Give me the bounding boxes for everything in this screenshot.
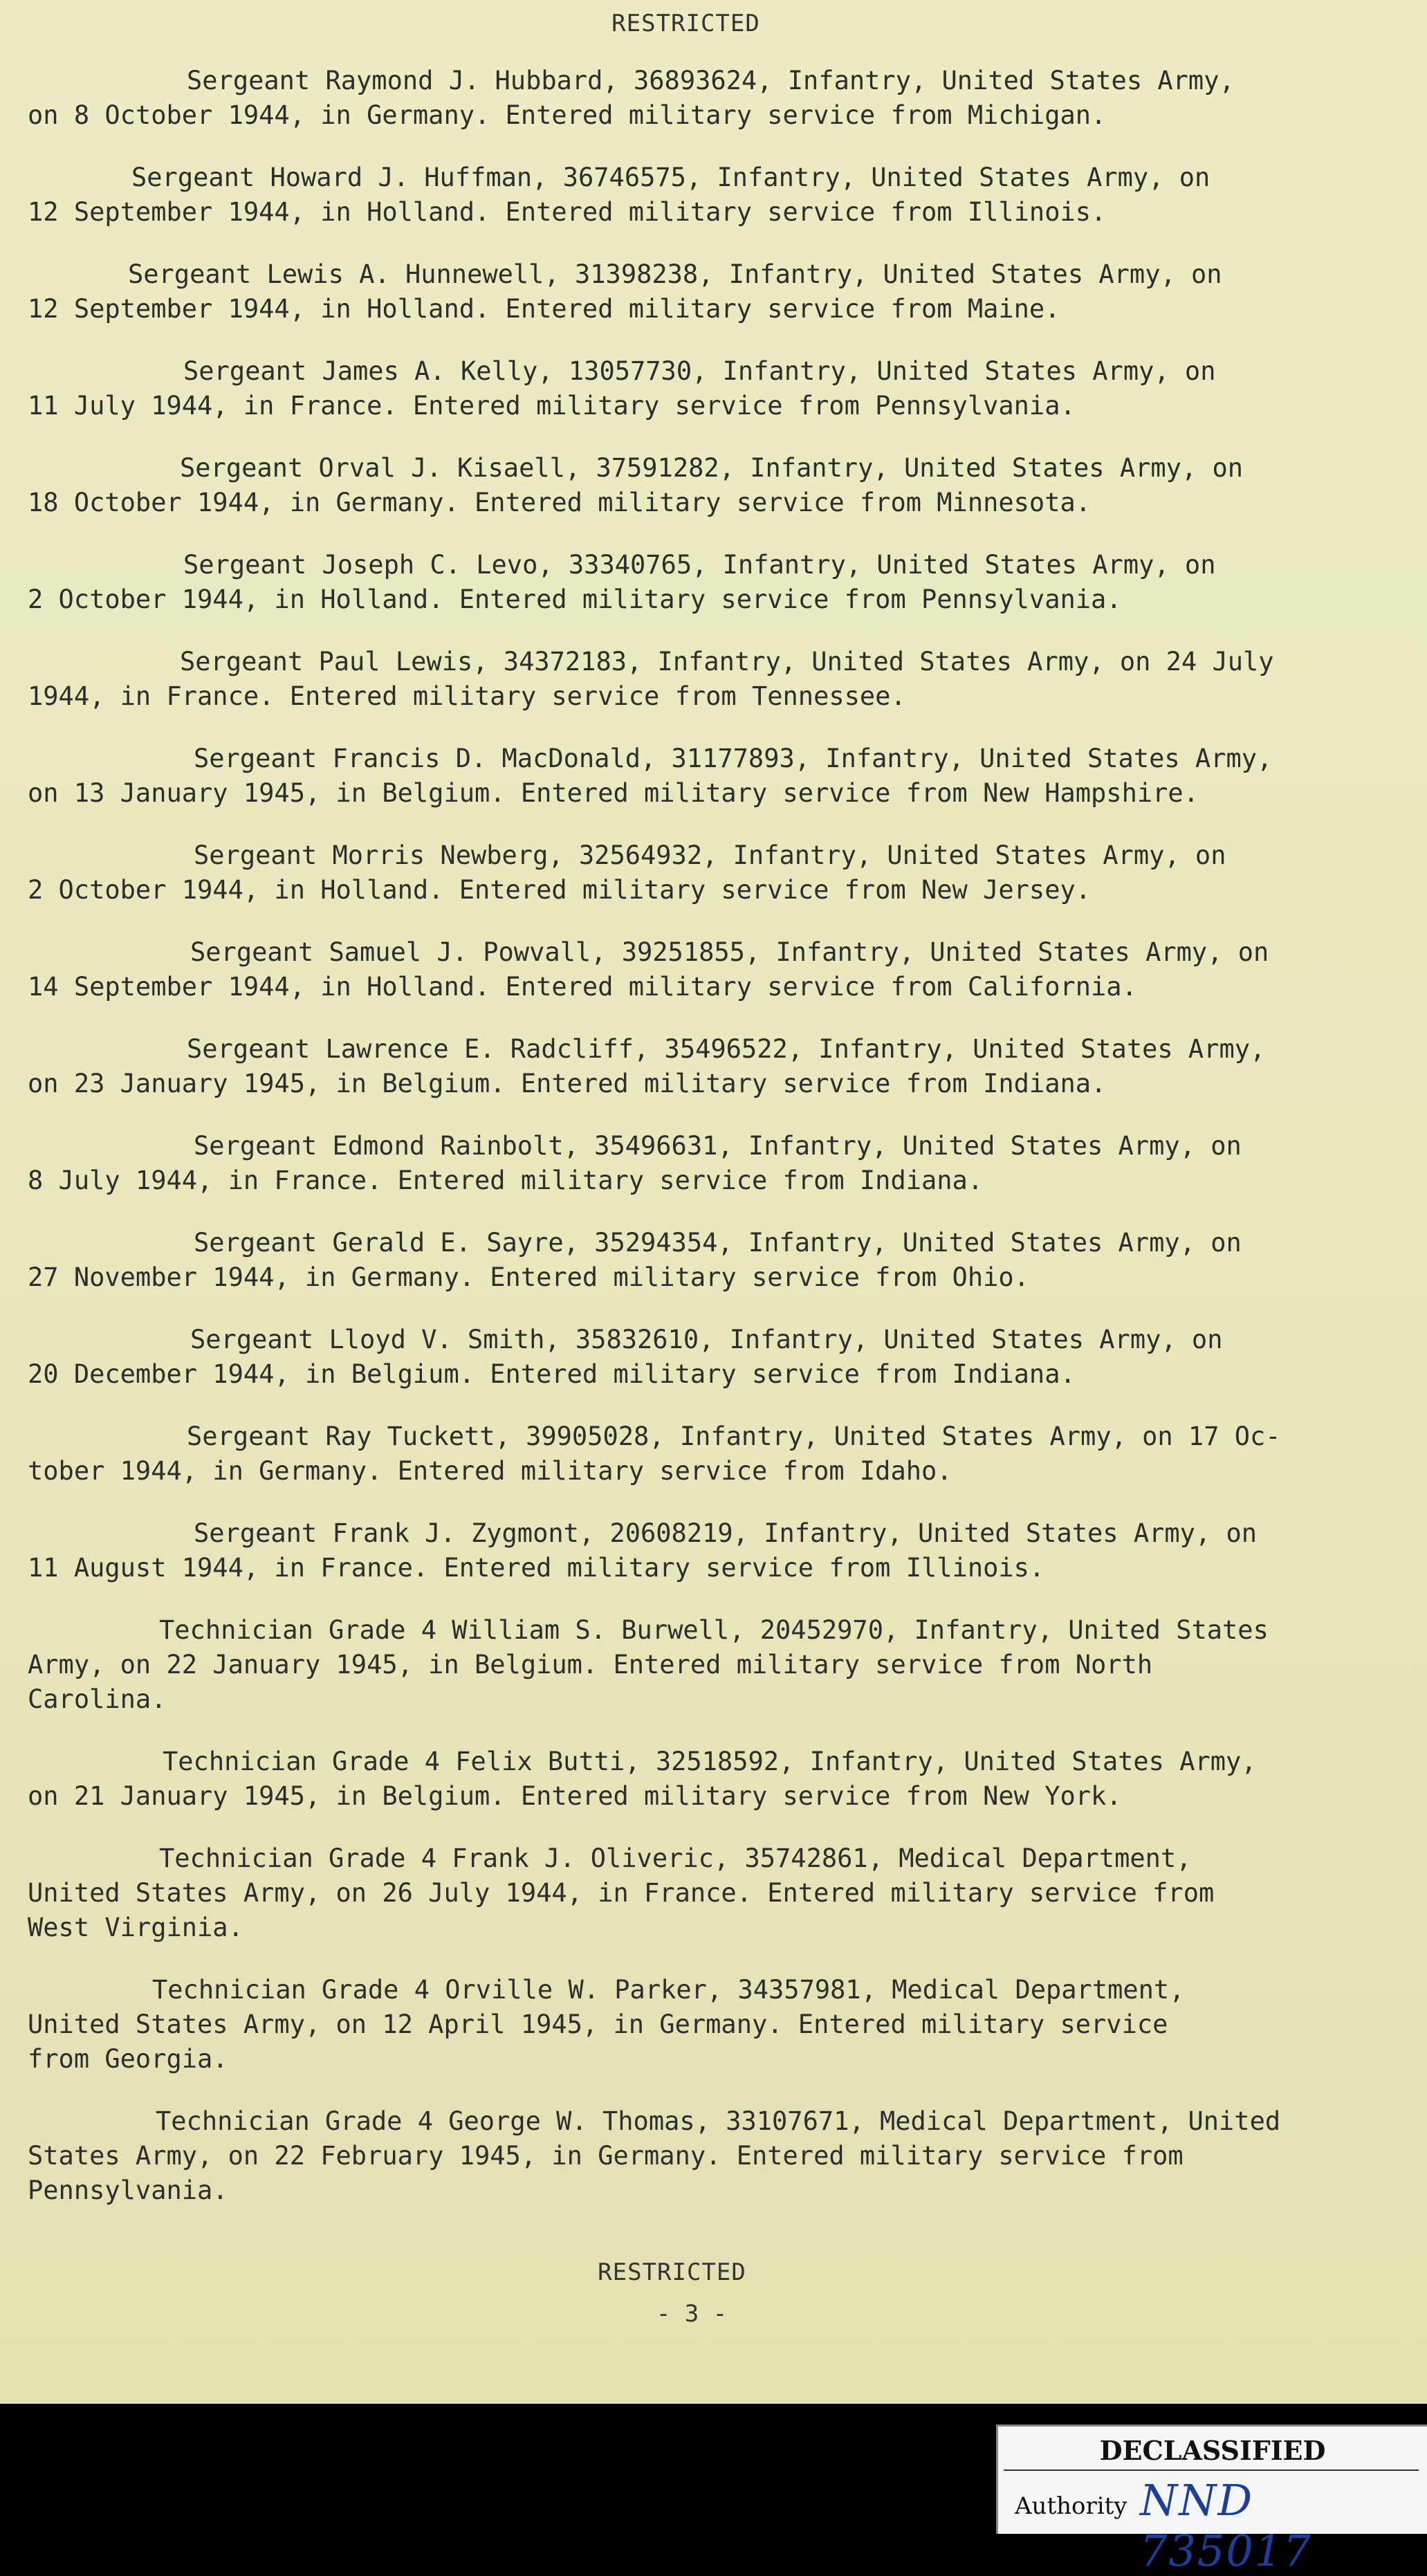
entry-line-3: West Virginia.: [28, 1913, 243, 1942]
entry-line-1: Sergeant Edmond Rainbolt, 35496631, Infantry, United States Army, on: [194, 1131, 1242, 1161]
footer-classification-marking: RESTRICTED: [598, 2258, 746, 2286]
casualty-entry: [28, 1226, 1404, 1295]
entry-line-1: Technician Grade 4 George W. Thomas, 33107671, Medical Department, United: [156, 2106, 1281, 2136]
casualty-entry: [28, 1129, 1404, 1198]
entry-line-2: Army, on 22 January 1945, in Belgium. Entered military service from North: [28, 1650, 1153, 1680]
stamp-divider: [1004, 2469, 1419, 2471]
casualty-entry: [28, 160, 1404, 230]
casualty-entries-list: [28, 64, 1404, 2236]
entry-line-2: 12 September 1944, in Holland. Entered military service from Maine.: [28, 294, 1060, 324]
entry-line-2: United States Army, on 26 July 1944, in France. Entered military service from: [28, 1878, 1215, 1908]
entry-line-1: Sergeant Francis D. MacDonald, 31177893, Infantry, United States Army,: [194, 744, 1273, 773]
entry-line-2: 27 November 1944, in Germany. Entered military service from Ohio.: [28, 1262, 1029, 1292]
stamp-authority-value: NND 735017: [1140, 2475, 1312, 2576]
entry-line-3: Carolina.: [28, 1684, 167, 1714]
stamp-title: DECLASSIFIED: [1099, 2435, 1326, 2466]
casualty-entry: [28, 1745, 1404, 1814]
casualty-entry: [28, 838, 1404, 908]
entry-line-1: Sergeant Ray Tuckett, 39905028, Infantry, United States Army, on 17 Oc-: [187, 1422, 1281, 1451]
casualty-entry: [28, 1841, 1404, 1945]
page-number: - 3 -: [656, 2300, 728, 2328]
header-classification-marking: RESTRICTED: [611, 10, 760, 37]
entry-line-1: Sergeant Joseph C. Levo, 33340765, Infantry, United States Army, on: [183, 550, 1216, 580]
entry-line-1: Sergeant Gerald E. Sayre, 35294354, Infantry, United States Army, on: [194, 1228, 1242, 1258]
entry-line-1: Technician Grade 4 Orville W. Parker, 34357981, Medical Department,: [152, 1975, 1185, 2005]
entry-line-2: States Army, on 22 February 1945, in Germany. Entered military service from: [28, 2141, 1184, 2171]
entry-line-2: 8 July 1944, in France. Entered military service from Indiana.: [28, 1166, 984, 1195]
entry-line-2: tober 1944, in Germany. Entered military service from Idaho.: [28, 1456, 952, 1486]
entry-line-2: 1944, in France. Entered military service from Tennessee.: [28, 681, 906, 711]
entry-line-2: 2 October 1944, in Holland. Entered military service from Pennsylvania.: [28, 585, 1122, 614]
entry-line-1: Sergeant Frank J. Zygmont, 20608219, Infantry, United States Army, on: [194, 1518, 1258, 1548]
entry-line-2: on 21 January 1945, in Belgium. Entered military service from New York.: [28, 1781, 1122, 1811]
entry-line-2: 18 October 1944, in Germany. Entered military service from Minnesota.: [28, 488, 1092, 517]
entry-line-1: Technician Grade 4 Frank J. Oliveric, 35742861, Medical Department,: [159, 1843, 1192, 1873]
entry-line-2: 11 August 1944, in France. Entered military service from Illinois.: [28, 1553, 1045, 1583]
entry-line-2: 20 December 1944, in Belgium. Entered military service from Indiana.: [28, 1359, 1076, 1389]
entry-line-3: from Georgia.: [28, 2044, 228, 2074]
entry-line-2: United States Army, on 12 April 1945, in Germany. Entered military service: [28, 2009, 1168, 2039]
entry-line-1: Technician Grade 4 William S. Burwell, 20452970, Infantry, United States: [159, 1615, 1269, 1645]
entry-line-2: on 8 October 1944, in Germany. Entered military service from Michigan.: [28, 100, 1107, 130]
entry-line-1: Sergeant Orval J. Kisaell, 37591282, Infantry, United States Army, on: [180, 453, 1244, 483]
casualty-entry: [28, 1419, 1404, 1489]
casualty-entry: [28, 354, 1404, 423]
entry-line-1: Sergeant Lewis A. Hunnewell, 31398238, Infantry, United States Army, on: [128, 259, 1222, 289]
entry-line-1: Sergeant Raymond J. Hubbard, 36893624, Infantry, United States Army,: [187, 66, 1235, 95]
entry-line-1: Sergeant Howard J. Huffman, 36746575, Infantry, United States Army, on: [131, 163, 1210, 192]
casualty-entry: [28, 1323, 1404, 1392]
casualty-entry: [28, 2104, 1404, 2208]
entry-line-1: Sergeant Paul Lewis, 34372183, Infantry, United States Army, on 24 July: [180, 647, 1274, 677]
entry-line-1: Sergeant Lloyd V. Smith, 35832610, Infantry, United States Army, on: [190, 1325, 1223, 1354]
entry-line-1: Technician Grade 4 Felix Butti, 32518592, Infantry, United States Army,: [163, 1747, 1257, 1776]
entry-line-2: 12 September 1944, in Holland. Entered military service from Illinois.: [28, 197, 1107, 227]
stamp-authority-label: Authority: [1015, 2492, 1127, 2520]
entry-line-3: Pennsylvania.: [28, 2175, 228, 2205]
casualty-entry: [28, 1032, 1404, 1101]
casualty-entry: [28, 1613, 1404, 1717]
casualty-entry: [28, 64, 1404, 133]
casualty-entry: [28, 1973, 1404, 2077]
casualty-entry: [28, 257, 1404, 326]
casualty-entry: [28, 742, 1404, 811]
entry-line-2: 11 July 1944, in France. Entered military service from Pennsylvania.: [28, 391, 1076, 421]
entry-line-1: Sergeant Samuel J. Powvall, 39251855, Infantry, United States Army, on: [190, 937, 1269, 967]
entry-line-2: on 13 January 1945, in Belgium. Entered military service from New Hampshire.: [28, 778, 1199, 808]
entry-line-2: on 23 January 1945, in Belgium. Entered military service from Indiana.: [28, 1069, 1107, 1098]
casualty-entry: [28, 451, 1404, 520]
entry-line-1: Sergeant Morris Newberg, 32564932, Infantry, United States Army, on: [194, 840, 1226, 870]
entry-line-2: 14 September 1944, in Holland. Entered military service from California.: [28, 972, 1137, 1002]
casualty-entry: [28, 1516, 1404, 1585]
casualty-entry: [28, 645, 1404, 714]
entry-line-2: 2 October 1944, in Holland. Entered military service from New Jersey.: [28, 875, 1092, 905]
casualty-entry: [28, 935, 1404, 1004]
casualty-entry: [28, 548, 1404, 617]
entry-line-1: Sergeant Lawrence E. Radcliff, 35496522, Infantry, United States Army,: [187, 1034, 1266, 1064]
declassified-stamp: [996, 2425, 1427, 2576]
entry-line-1: Sergeant James A. Kelly, 13057730, Infantry, United States Army, on: [183, 356, 1216, 386]
